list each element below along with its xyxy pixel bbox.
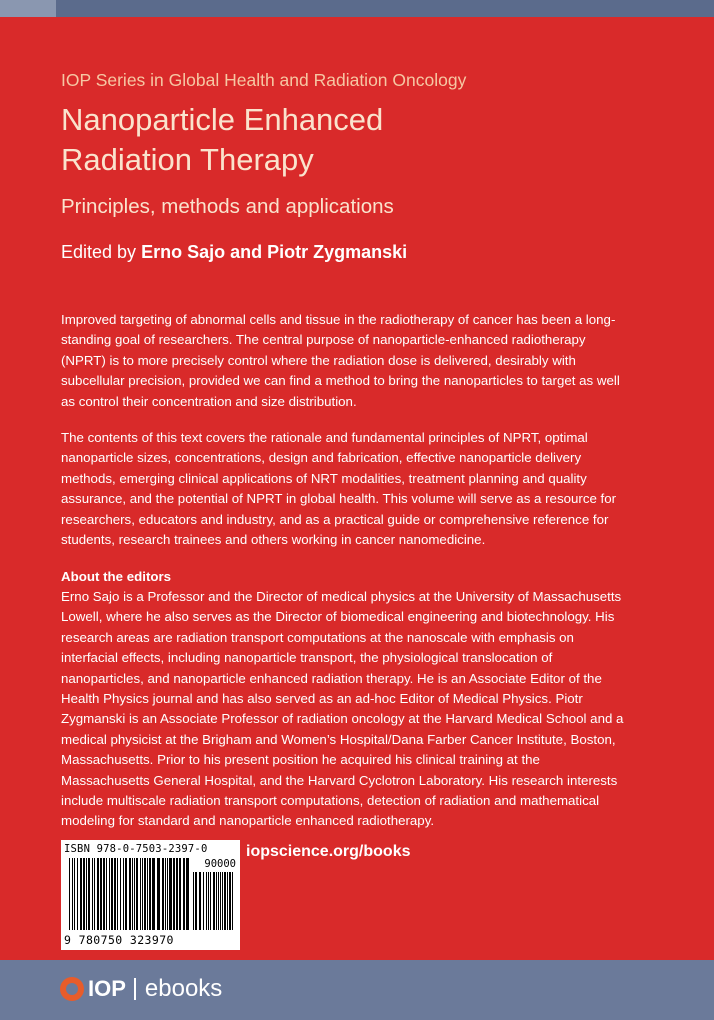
editors-line xyxy=(61,242,407,263)
barcode-bar xyxy=(83,858,85,930)
barcode-bar xyxy=(69,858,70,930)
barcode-bar xyxy=(165,858,166,930)
barcode-addon-bar xyxy=(220,872,221,930)
barcode-bar xyxy=(149,858,151,930)
about-editors-text: Erno Sajo is a Professor and the Director of medical physics at the University of Massachusetts Lowell, where he also serves as the Director of biomedical engineering and biotechnology. His research areas are radiation transport computations at the nanoscale with emphasis on interfacial effects, including nanoparticle transport, the physiological translocation of nanoparticles, and nanoparticle enhanced radiation therapy. He is an Associate Editor of the Health Physics journal and has also served as an ad-hoc Editor of Medical Physics. Piotr Zygmanski is an Associate Professor of radiation oncology at the Harvard Medical School and a medical physicist at the Brigham and Women’s Hospital/Dana Farber Cancer Institute, Boston, Massachusetts. Prior to his present position he acquired his clinical training at the Massachusetts General Hospital, and the Harvard Cyclotron Laboratory. His research interests include multiscale radiation transport computations, detection of radiation and mathematical modeling for standard and nanoparticle enhanced radiotherapy. xyxy=(61,589,624,829)
barcode-bar xyxy=(106,858,107,930)
barcode-bar xyxy=(88,858,90,930)
iop-ebooks-logo xyxy=(60,975,222,1003)
barcode-addon-bar xyxy=(218,872,219,930)
barcode-addon-bar xyxy=(193,872,194,930)
barcode-bar xyxy=(92,858,93,930)
ebooks-wordmark: ebooks xyxy=(144,975,223,1002)
isbn-barcode xyxy=(61,840,240,950)
barcode-bar xyxy=(123,858,124,930)
top-band-accent xyxy=(0,0,56,17)
barcode-addon-bar xyxy=(222,872,223,930)
barcode-digits: 9 780750 323970 xyxy=(64,933,174,947)
edited-by-label: Edited by xyxy=(61,242,137,262)
barcode-bar xyxy=(167,858,168,930)
barcode-bar xyxy=(176,858,178,930)
logo-divider xyxy=(134,978,136,1000)
barcode-addon-bar xyxy=(229,872,231,930)
barcode-bar xyxy=(74,858,75,930)
barcode-bar xyxy=(147,858,148,930)
barcode-bar xyxy=(134,858,135,930)
barcode-bar xyxy=(142,858,143,930)
barcode-bar xyxy=(162,858,164,930)
barcode-bar xyxy=(80,858,82,930)
barcode-bar xyxy=(109,858,110,930)
barcode-bar xyxy=(136,858,138,930)
book-title xyxy=(61,100,383,180)
barcode-addon-bar xyxy=(232,872,233,930)
series-name: IOP Series in Global Health and Radiation Oncology xyxy=(61,70,467,90)
top-band xyxy=(0,0,714,17)
description-paragraph-2: The contents of this text covers the rationale and fundamental principles of NPRT, optimal nanoparticle sizes, concentrations, design and fabrication, effective nanoparticle delivery methods, emerging clinical applications of NRT modalities, treatment planning and quality assurance, and the potential of NPRT in global health. This volume will serve as a resource for researchers, educators and industry, and as a practical guide or comprehensive reference for students, research trainees and others working in cancer nanomedicine. xyxy=(61,430,617,548)
barcode-bar xyxy=(114,858,116,930)
barcode-bars xyxy=(67,858,235,932)
barcode-addon-bar xyxy=(210,872,211,930)
barcode-addon-bar xyxy=(224,872,226,930)
barcode-addon-bar xyxy=(208,872,209,930)
isbn-text: ISBN 978-0-7503-2397-0 xyxy=(64,843,208,855)
barcode-addon-bar xyxy=(206,872,207,930)
barcode-bar xyxy=(186,858,189,930)
barcode-bar xyxy=(183,858,185,930)
barcode-bar xyxy=(144,858,146,930)
barcode-bar xyxy=(157,858,160,930)
barcode-bar xyxy=(129,858,131,930)
barcode-addon-bar xyxy=(227,872,228,930)
barcode-bar xyxy=(97,858,99,930)
barcode-bar xyxy=(120,858,121,930)
barcode-bar xyxy=(77,858,78,930)
barcode-bar xyxy=(103,858,105,930)
barcode-bar xyxy=(72,858,73,930)
barcode-bar xyxy=(111,858,113,930)
barcode-addon-bar xyxy=(213,872,215,930)
editor-names: Erno Sajo and Piotr Zygmanski xyxy=(141,242,408,262)
barcode-bar xyxy=(132,858,133,930)
book-subtitle: Principles, methods and applications xyxy=(61,195,394,218)
barcode-bar xyxy=(117,858,118,930)
barcode-bar xyxy=(125,858,127,930)
website-link[interactable]: iopscience.org/books xyxy=(246,843,411,860)
title-line-2: Radiation Therapy xyxy=(61,142,314,177)
iop-wordmark: IOP xyxy=(88,976,126,1001)
barcode-bar xyxy=(94,858,95,930)
barcode-bar xyxy=(152,858,155,930)
barcode-addon-bar xyxy=(216,872,217,930)
barcode-bar xyxy=(100,858,102,930)
title-line-1: Nanoparticle Enhanced xyxy=(61,102,384,137)
about-editors-heading: About the editors xyxy=(61,569,172,584)
barcode-addon-bar xyxy=(203,872,204,930)
barcode-addon-bar xyxy=(199,872,201,930)
barcode-bar xyxy=(140,858,141,930)
barcode-bar xyxy=(179,858,181,930)
iop-logo-icon xyxy=(60,977,84,1001)
barcode-addon: 90000 xyxy=(204,858,236,870)
barcode-bar xyxy=(169,858,172,930)
barcode-bar xyxy=(86,858,87,930)
barcode-bar xyxy=(173,858,175,930)
description-paragraph-1: Improved targeting of abnormal cells and tissue in the radiotherapy of cancer has been a long-standing goal of researchers. The central purpose of nanoparticle-enhanced radiotherapy (NPRT) is to more precisely control where the radiation dose is delivered, desirably with subcellular precision, provided we can find a method to bring the nanoparticles to target as well as control their concentration and size distribution. xyxy=(61,312,620,409)
barcode-addon-bar xyxy=(195,872,197,930)
